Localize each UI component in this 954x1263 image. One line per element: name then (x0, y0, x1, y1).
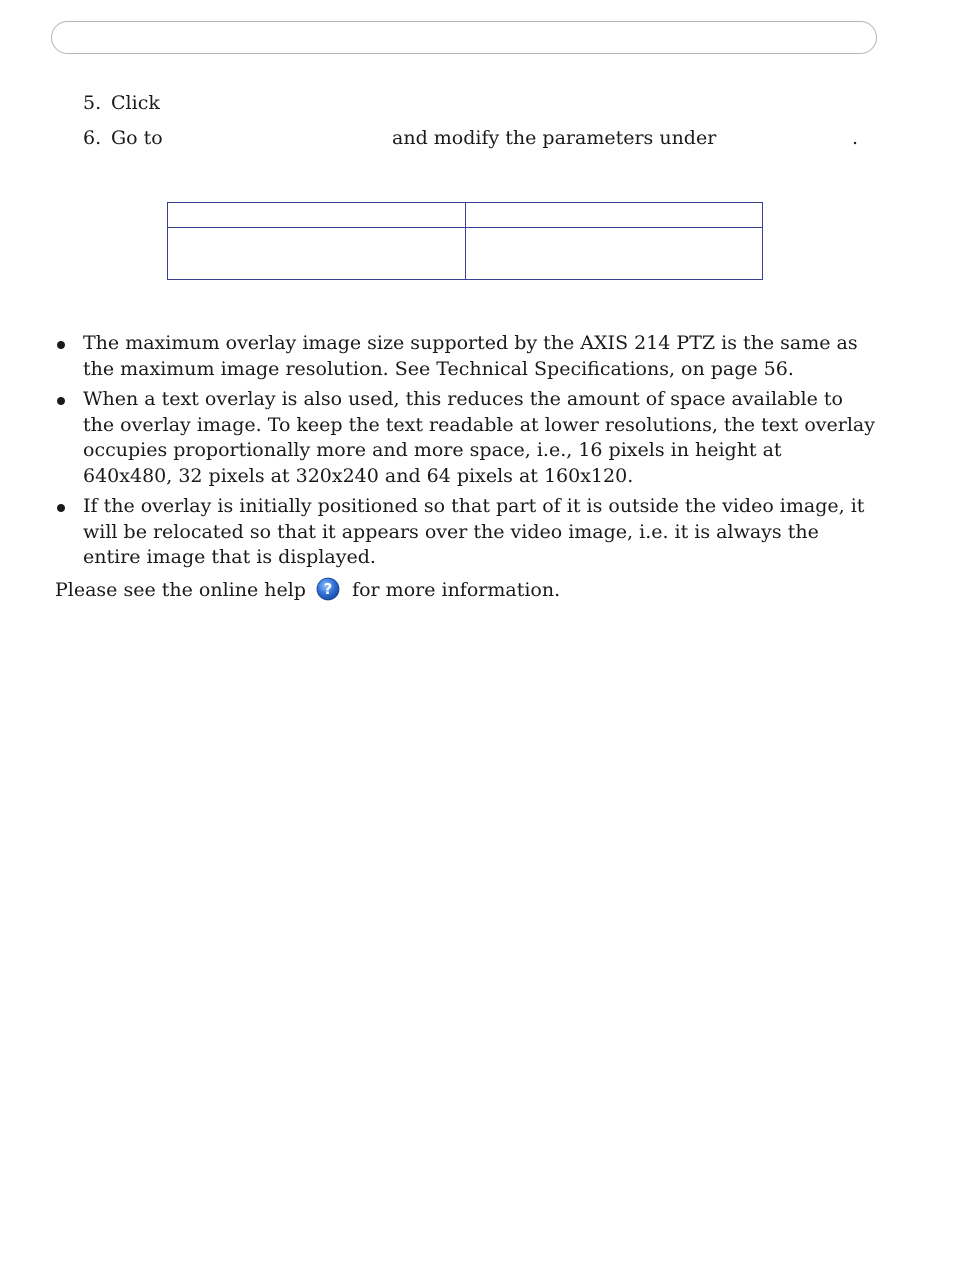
list-item (55, 387, 875, 489)
table-cell (168, 228, 466, 280)
table-header-cell (168, 203, 466, 228)
step-text: Click (111, 92, 160, 114)
table-header-cell (465, 203, 763, 228)
help-text-before: Please see the online help (55, 579, 306, 601)
table-cell (465, 228, 763, 280)
header-bar (51, 21, 877, 54)
step-6 (83, 126, 163, 150)
note-text: The maximum overlay image size supported by the AXIS 214 PTZ is the same as the maximum image resolution. See Technical Specifications, on page 56. (83, 332, 858, 380)
parameter-table (167, 202, 763, 280)
step-6-middle-text: and modify the parameters under (392, 127, 717, 149)
note-text: If the overlay is initially positioned so that part of it is outside the video image, it will be relocated so that it appears over the video image, i.e. it is always the entire image that is displayed. (83, 495, 865, 568)
step-text: Go to (111, 127, 163, 149)
list-item (55, 331, 875, 382)
step-6-end-text: . (852, 127, 859, 149)
step-5 (83, 91, 160, 115)
table-row (168, 228, 763, 280)
table-header-row (168, 203, 763, 228)
svg-text:?: ? (323, 580, 333, 598)
bullet-icon (57, 504, 65, 512)
step-number: 6. (83, 127, 102, 149)
note-text: When a text overlay is also used, this reduces the amount of space available to the overlay image. To keep the text readable at lower resolutions, the text overlay occupies proportionally more and more space, i.e., 16 pixels in height at 640x480, 32 pixels at 320x240 and 64 pixels at 160x120. (83, 388, 875, 487)
help-icon[interactable] (316, 577, 340, 601)
list-item (55, 494, 875, 571)
help-text-after: for more information. (352, 579, 561, 601)
step-number: 5. (83, 92, 102, 114)
bullet-icon (57, 397, 65, 405)
help-line (55, 577, 560, 603)
bullet-icon (57, 341, 65, 349)
notes-list (55, 331, 875, 576)
